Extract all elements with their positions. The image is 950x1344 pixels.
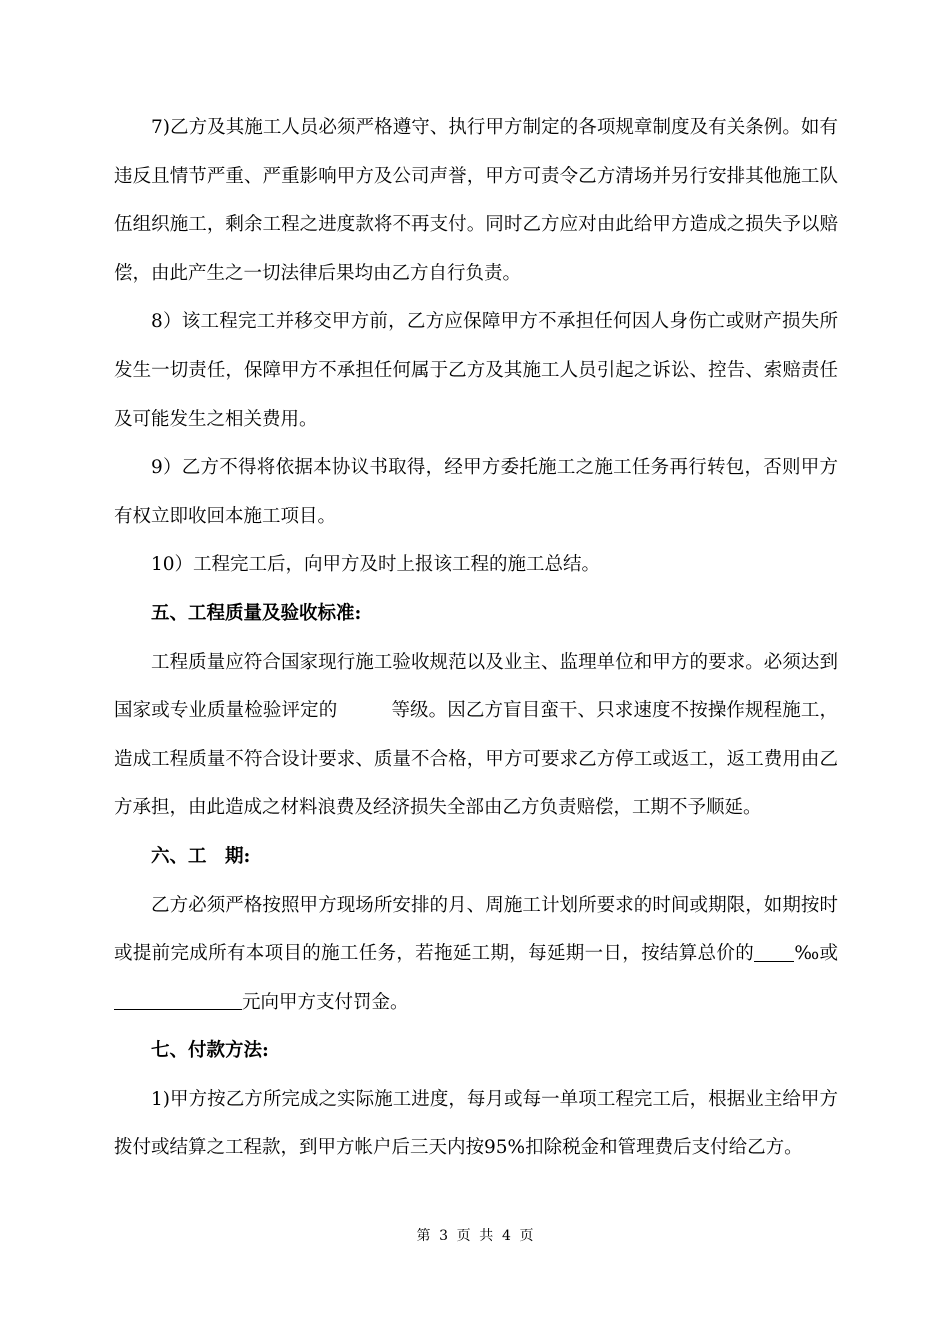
section-6-heading: 六、工 期: [151,845,251,867]
section-5-body [114,639,838,833]
amount-blank [114,991,242,1011]
section-5-heading: 五、工程质量及验收标准: [151,602,362,624]
section-6-text-b: ‰或 [794,943,838,965]
clause-9: 9）乙方不得将依据本协议书取得，经甲方委托施工之施工任务再行转包，否则甲方有权立即收回本施工项目。 [114,457,838,527]
section-7-item-1: 1)甲方按乙方所完成之实际施工进度，每月或每一单项工程完工后，根据业主给甲方拨付或结算之工程款，到甲方帐户后三天内按95%扣除税金和管理费后支付给乙方。 [114,1088,838,1159]
section-6-body [114,882,838,1028]
section-6-text-a: 乙方必须严格按照甲方现场所安排的月、周施工计划所要求的时间或期限，如期按时或提前完成所有本项目的施工任务，若拖延工期，每延期一日，按结算总价的 [114,894,838,965]
document-body [114,104,838,1173]
section-7-heading: 七、付款方法: [151,1040,269,1062]
section-5-text-b: 等级。因乙方盲目蛮干、只求速度不按操作规程施工，造成工程质量不符合设计要求、质量不合格，甲方可要求乙方停工或返工，返工费用由乙方承担，由此造成之材料浪费及经济损失全部由乙方负责赔偿，工期不予顺延。 [114,700,838,819]
clause-8: 8）该工程完工并移交甲方前，乙方应保障甲方不承担任何因人身伤亡或财产损失所发生一切责任，保障甲方不承担任何属于乙方及其施工人员引起之诉讼、控告、索赔责任及可能发生之相关费用。 [114,311,838,430]
clause-10: 10）工程完工后，向甲方及时上报该工程的施工总结。 [151,554,601,576]
section-5-text-a: 工程质量应符合国家现行施工验收规范以及业主、监理单位和甲方的要求。必须达到国家或专业质量检验评定的 [114,651,838,722]
section-6-text-c: 元向甲方支付罚金。 [242,991,409,1013]
clause-7: 7)乙方及其施工人员必须严格遵守、执行甲方制定的各项规章制度及有关条例。如有违反且情节严重、严重影响甲方及公司声誉，甲方可责令乙方清场并另行安排其他施工队伍组织施工，剩余工程之进度款将不再支付。同时乙方应对由此给甲方造成之损失予以赔偿，由此产生之一切法律后果均由乙方自行负责。 [114,117,838,284]
permille-blank [754,942,794,962]
page-footer: 第 3 页 共 4 页 [416,1228,534,1244]
